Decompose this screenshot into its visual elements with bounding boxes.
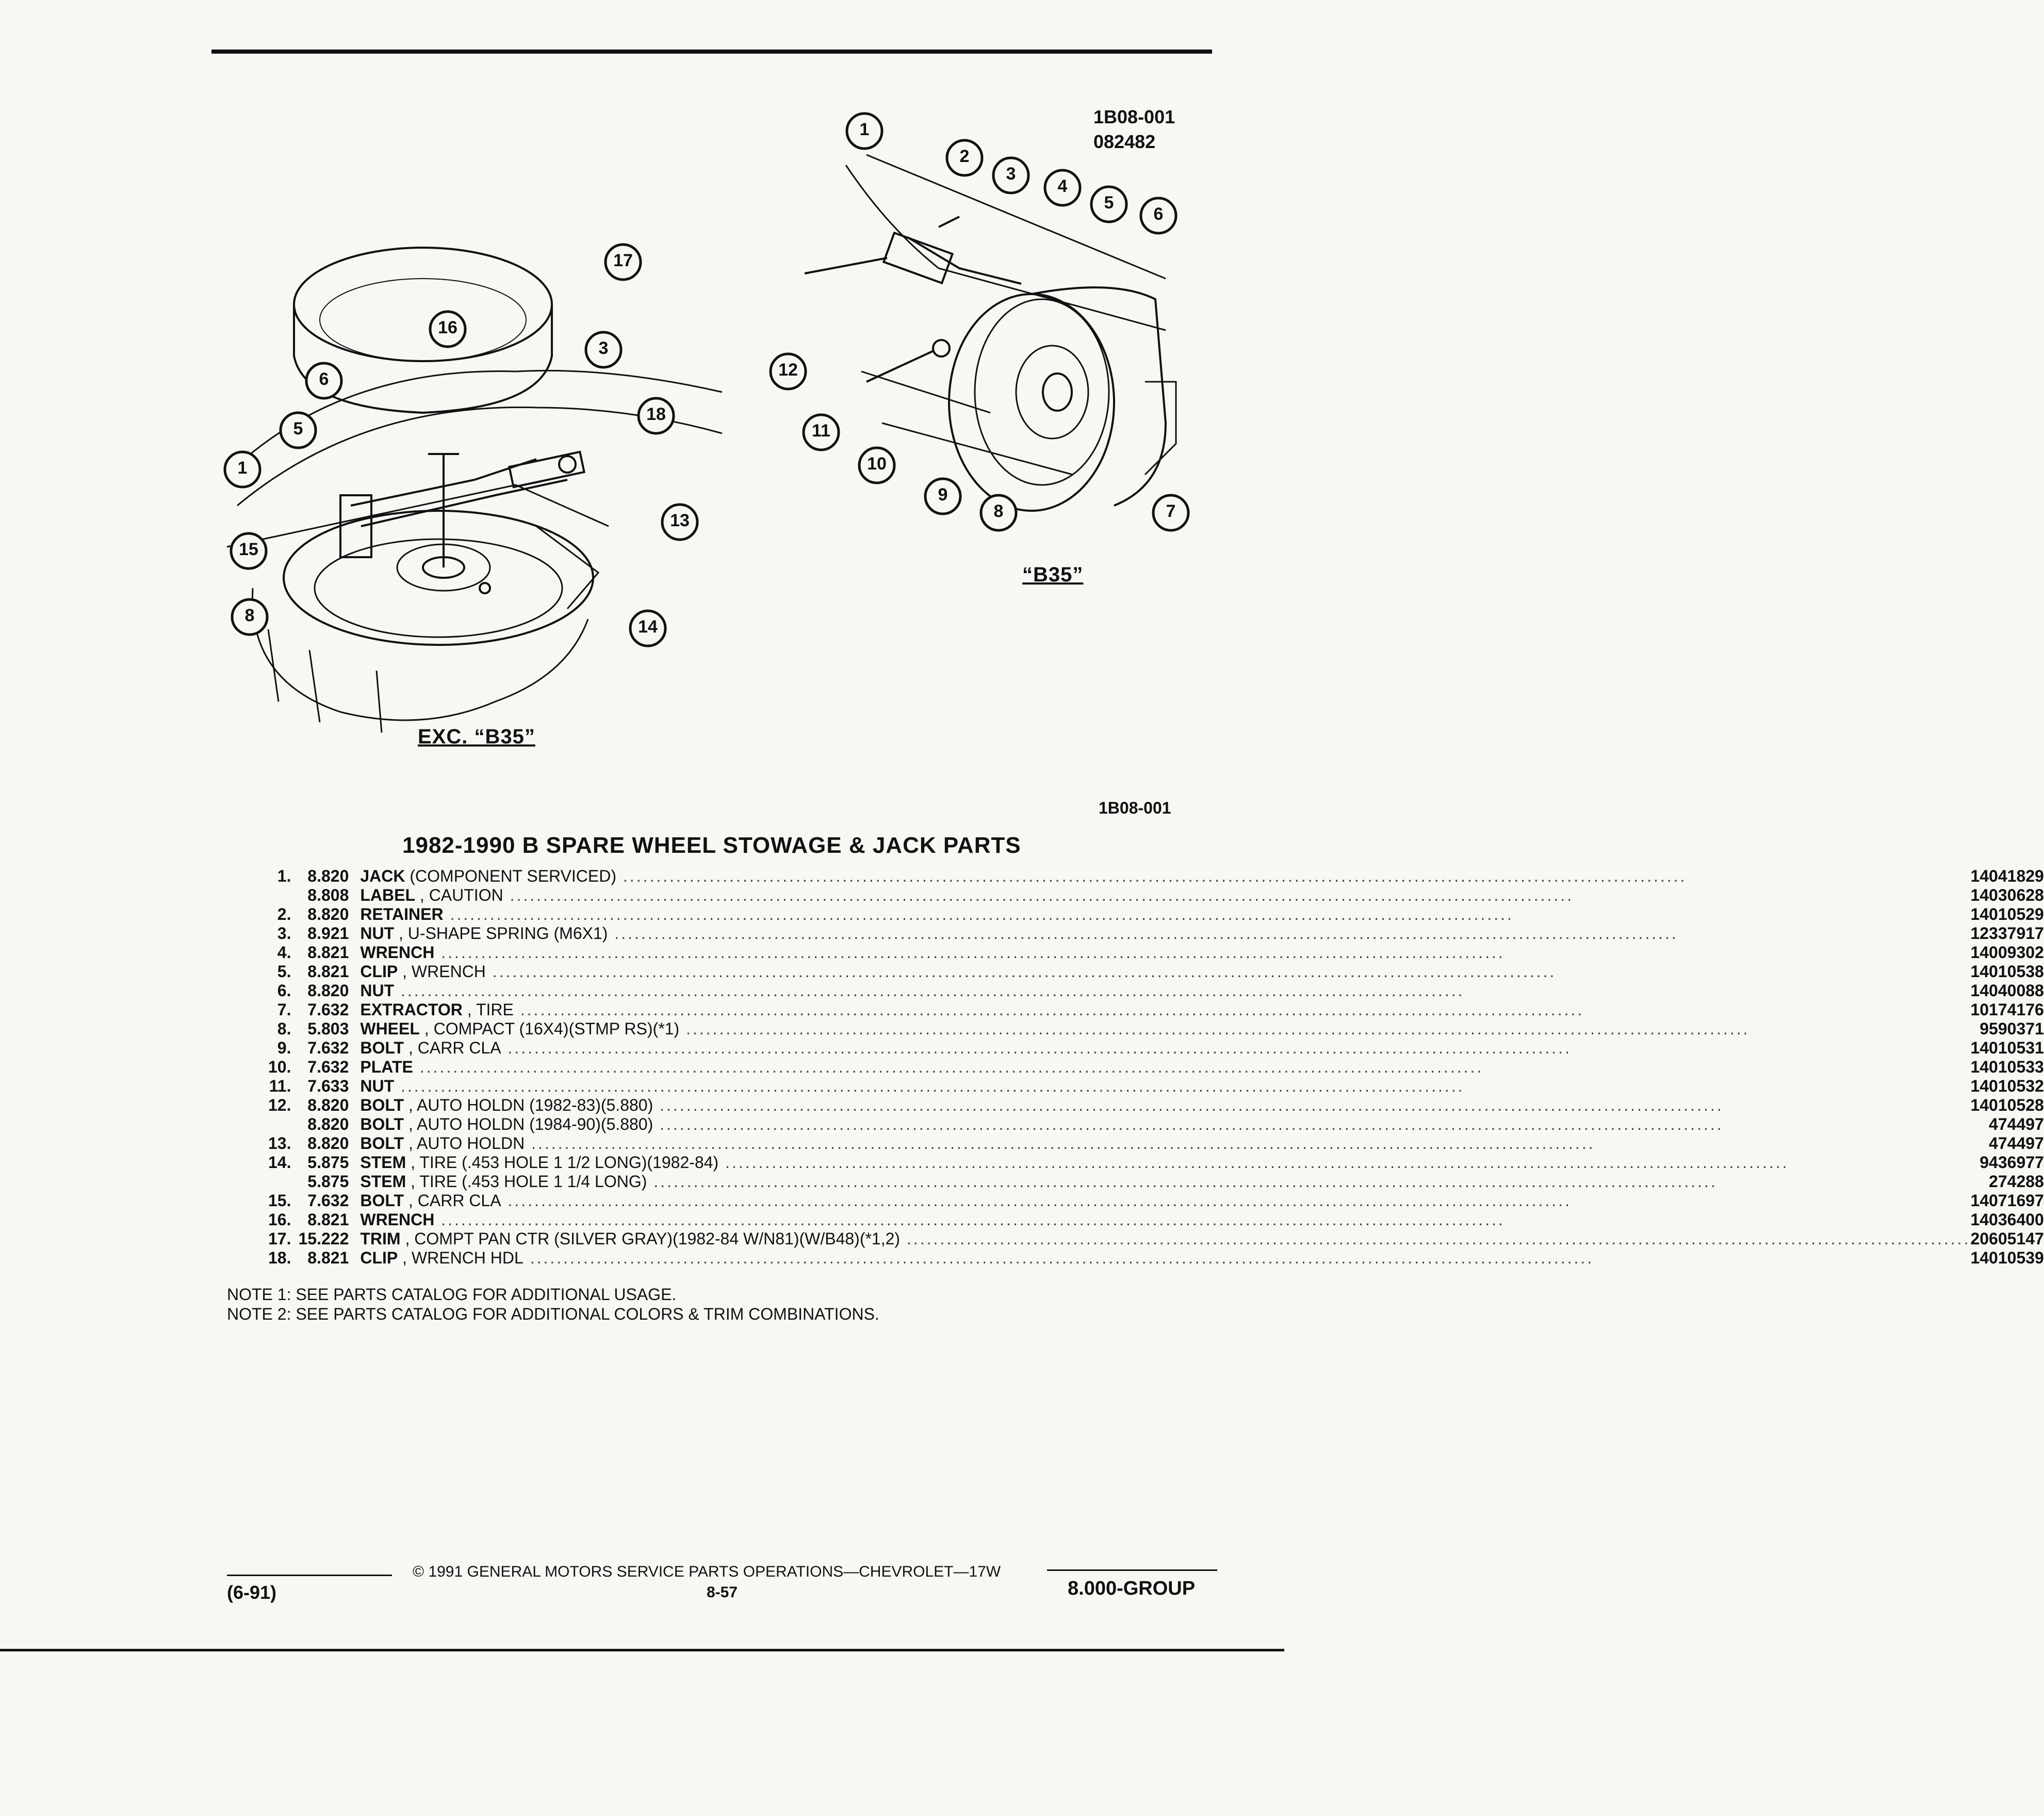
part-description [360, 1210, 1970, 1229]
part-description [360, 981, 1970, 1000]
part-description [360, 943, 1970, 962]
part-number: 14040088 [1970, 981, 2044, 1000]
part-number: 14071697 [1970, 1191, 2044, 1210]
item-number: 14. [268, 1153, 291, 1172]
group-number: 7.632 [307, 1191, 349, 1210]
callout-left-14: 14 [627, 608, 668, 652]
dot-leader: ................................................................................................................................................................ [394, 1077, 1465, 1095]
notes [227, 1285, 879, 1324]
footer-copyright: © 1991 GENERAL MOTORS SERVICE PARTS OPERATIONS—CHEVROLET—17W [413, 1563, 1001, 1580]
part-name: STEM [360, 1153, 406, 1172]
dot-leader: ................................................................................................................................................................ [503, 886, 1574, 904]
dot-leader: ................................................................................................................................................................ [501, 1191, 1572, 1210]
part-name: NUT [360, 924, 395, 943]
callout-left-15: 15 [228, 530, 269, 574]
group-number: 8.820 [307, 867, 349, 885]
part-name: BOLT [360, 1115, 404, 1133]
parts-row [268, 1134, 2044, 1153]
parts-row [268, 1172, 2044, 1191]
callout-left-13: 13 [659, 501, 700, 545]
parts-table [268, 867, 2044, 1268]
part-name: CLIP [360, 962, 398, 981]
footer-rule-right [1047, 1569, 1217, 1571]
part-name: BOLT [360, 1191, 404, 1210]
item-number: 18. [268, 1248, 291, 1267]
part-description [360, 1058, 1970, 1077]
dot-leader: ................................................................................................................................................................ [653, 1096, 1724, 1114]
part-name: NUT [360, 1077, 395, 1095]
bottom-rule [0, 1649, 1284, 1651]
left-diagram-exc-b35 [206, 237, 753, 743]
footer-page-number: 8-57 [707, 1584, 738, 1601]
callout-left-16: 16 [427, 309, 468, 352]
part-number: 10174176 [1970, 1000, 2044, 1019]
dot-leader: ................................................................................................................................................................ [679, 1019, 1750, 1038]
dot-leader: ................................................................................................................................................................ [718, 1153, 1789, 1172]
part-name: WHEEL [360, 1019, 420, 1038]
part-number: 474497 [1989, 1134, 2044, 1153]
callout-left-1: 1 [222, 449, 263, 493]
item-number: 12. [268, 1096, 291, 1114]
part-number: 14036400 [1970, 1210, 2044, 1229]
part-number: 14010531 [1970, 1039, 2044, 1057]
dot-leader: ................................................................................................................................................................ [513, 1000, 1584, 1019]
parts-row [268, 924, 2044, 943]
callout-right-1: 1 [844, 110, 885, 154]
part-name: STEM [360, 1172, 406, 1191]
parts-row [268, 1019, 2044, 1039]
item-number: 2. [277, 905, 291, 923]
dot-leader: ................................................................................................................................................................ [616, 867, 1687, 885]
parts-row [268, 886, 2044, 905]
group-number: 7.632 [307, 1000, 349, 1019]
parts-row [268, 1191, 2044, 1210]
part-number: 20605147 [1970, 1229, 2044, 1248]
item-number: 8. [277, 1019, 291, 1038]
group-number: 7.632 [307, 1039, 349, 1057]
parts-row [268, 1210, 2044, 1229]
part-description [360, 1019, 1970, 1039]
dot-leader: ................................................................................................................................................................ [485, 962, 1557, 981]
callout-right-3: 3 [990, 155, 1032, 199]
part-detail: , AUTO HOLDN (1984-90)(5.880) [404, 1115, 653, 1133]
callout-left-8: 8 [229, 596, 270, 640]
part-name: JACK [360, 867, 405, 885]
part-number: 474497 [1989, 1115, 2044, 1133]
part-description [360, 886, 1970, 905]
part-detail: , TIRE (.453 HOLE 1 1/2 LONG)(1982-84) [406, 1153, 719, 1172]
item-number [268, 1115, 298, 1134]
part-name: PLATE [360, 1058, 413, 1076]
parts-row [268, 905, 2044, 924]
item-number: 6. [277, 981, 291, 1000]
part-detail: , TIRE (.453 HOLE 1 1/4 LONG) [406, 1172, 647, 1191]
part-number: 14010539 [1970, 1248, 2044, 1267]
group-number: 8.821 [307, 1248, 349, 1267]
item-number: 7. [277, 1000, 291, 1019]
part-detail: , AUTO HOLDN [404, 1134, 525, 1153]
item-number: 16. [268, 1210, 291, 1229]
part-name: BOLT [360, 1134, 404, 1153]
part-description [360, 1115, 1970, 1134]
callout-right-4: 4 [1042, 167, 1083, 211]
part-number: 14010528 [1970, 1096, 2044, 1114]
part-number: 14041829 [1970, 867, 2044, 885]
part-name: BOLT [360, 1096, 404, 1114]
parts-row [268, 1000, 2044, 1019]
parts-row [268, 867, 2044, 886]
group-number: 7.632 [307, 1058, 349, 1076]
callout-right-2: 2 [944, 137, 985, 181]
group-number: 8.821 [307, 962, 349, 981]
group-number: 5.803 [307, 1019, 349, 1038]
group-number: 8.820 [307, 1115, 349, 1133]
part-description [360, 905, 1970, 924]
spare-wheel-drawing [284, 454, 593, 645]
part-description [360, 1039, 1970, 1058]
part-description [360, 1172, 1970, 1191]
item-number: 9. [277, 1039, 291, 1057]
part-detail: , CARR CLA [404, 1191, 501, 1210]
part-name: WRENCH [360, 943, 435, 962]
dot-leader: ................................................................................................................................................................ [501, 1039, 1572, 1057]
group-number: 8.921 [307, 924, 349, 943]
part-number: 14009302 [1970, 943, 2044, 962]
part-detail: , AUTO HOLDN (1982-83)(5.880) [404, 1096, 653, 1114]
part-detail: , TIRE [462, 1000, 514, 1019]
item-number: 15. [268, 1191, 291, 1210]
callout-right-5: 5 [1088, 184, 1130, 228]
group-number: 5.875 [307, 1153, 349, 1172]
parts-row [268, 962, 2044, 981]
part-detail: (COMPONENT SERVICED) [405, 867, 617, 885]
dot-leader: ................................................................................................................................................................ [394, 981, 1465, 1000]
group-number: 8.821 [307, 943, 349, 962]
callout-right-7: 7 [1150, 492, 1191, 536]
item-number: 1. [277, 867, 291, 885]
callout-left-17: 17 [602, 241, 644, 285]
part-number: 9590371 [1980, 1019, 2044, 1038]
callout-right-8: 8 [978, 492, 1019, 536]
group-number: 15.222 [298, 1229, 349, 1248]
parts-row [268, 981, 2044, 1000]
dot-leader: ................................................................................................................................................................ [434, 943, 1505, 962]
right-figure-caption: “B35” [1022, 563, 1084, 586]
figure-ref-top: 1B08-001 [1093, 106, 1175, 127]
part-description [360, 1000, 1970, 1019]
part-detail: , COMPT PAN CTR (SILVER GRAY)(1982-84 W/N81)(W/B48)(*1,2) [400, 1229, 901, 1248]
group-number: 8.821 [307, 1210, 349, 1229]
part-detail: , WRENCH HDL [398, 1248, 524, 1267]
dot-leader: ................................................................................................................................................................ [653, 1115, 1724, 1133]
callout-left-5: 5 [277, 410, 319, 453]
part-description [360, 1134, 1970, 1153]
part-name: WRENCH [360, 1210, 435, 1229]
parts-row [268, 1077, 2044, 1096]
part-number: 9436977 [1980, 1153, 2044, 1172]
callout-right-11: 11 [800, 412, 842, 456]
group-number: 7.633 [307, 1077, 349, 1095]
dot-leader: ................................................................................................................................................................ [443, 905, 1514, 923]
figure-ref-bottom: 1B08-001 [1099, 799, 1171, 817]
footer-group: 8.000-GROUP [1068, 1578, 1196, 1599]
jack-drawing-b35 [884, 217, 1021, 284]
parts-row [268, 943, 2044, 962]
item-number [268, 1172, 298, 1191]
part-detail: , COMPACT (16X4)(STMP RS)(*1) [419, 1019, 680, 1038]
dot-leader: ................................................................................................................................................................ [523, 1248, 1594, 1267]
callout-right-9: 9 [922, 476, 963, 520]
part-name: NUT [360, 981, 395, 1000]
parts-row [268, 1058, 2044, 1077]
part-name: TRIM [360, 1229, 401, 1248]
parts-row [268, 1248, 2044, 1268]
group-number: 8.820 [307, 905, 349, 923]
part-description [360, 1153, 1970, 1172]
part-description [360, 1191, 1970, 1210]
part-number: 14030628 [1970, 886, 2044, 904]
parts-row [268, 1096, 2044, 1115]
dot-leader: ................................................................................................................................................................ [525, 1134, 1595, 1153]
part-number: 14010529 [1970, 905, 2044, 923]
item-number [268, 886, 298, 905]
dot-leader: ................................................................................................................................................................ [434, 1210, 1505, 1229]
figure-date-code: 082482 [1093, 131, 1156, 152]
page-title: 1982-1990 B SPARE WHEEL STOWAGE & JACK PARTS [402, 833, 1021, 858]
callout-right-10: 10 [856, 445, 897, 489]
note-1: NOTE 1: SEE PARTS CATALOG FOR ADDITIONAL USAGE. [227, 1285, 677, 1304]
group-number: 5.875 [307, 1172, 349, 1191]
callout-left-6: 6 [303, 360, 345, 404]
part-description [360, 1248, 1970, 1268]
part-number: 274288 [1989, 1172, 2044, 1191]
dot-leader: ................................................................................................................................................................ [413, 1058, 1484, 1076]
part-name: EXTRACTOR [360, 1000, 463, 1019]
item-number: 3. [277, 924, 291, 943]
item-number: 17. [268, 1229, 291, 1248]
callout-right-12: 12 [767, 351, 809, 395]
group-number: 8.820 [307, 1096, 349, 1114]
group-number: 8.820 [307, 1134, 349, 1153]
group-number: 8.808 [307, 886, 349, 904]
top-rule [211, 50, 1212, 54]
parts-row [268, 1229, 2044, 1248]
part-detail: , CARR CLA [404, 1039, 501, 1057]
part-name: BOLT [360, 1039, 404, 1057]
part-description [360, 1229, 1970, 1248]
part-number: 14010538 [1970, 962, 2044, 981]
part-description [360, 867, 1970, 886]
item-number: 4. [277, 943, 291, 962]
part-description [360, 924, 1970, 943]
parts-row [268, 1115, 2044, 1134]
part-name: RETAINER [360, 905, 444, 923]
part-description [360, 962, 1970, 981]
part-detail: , U-SHAPE SPRING (M6X1) [394, 924, 608, 943]
callout-right-6: 6 [1138, 195, 1179, 239]
item-number: 10. [268, 1058, 291, 1076]
part-number: 14010533 [1970, 1058, 2044, 1076]
jack-drawing [340, 452, 584, 557]
part-description [360, 1077, 1970, 1096]
group-number: 8.820 [307, 981, 349, 1000]
part-detail: , WRENCH [398, 962, 486, 981]
callout-left-3: 3 [583, 329, 624, 373]
item-number: 5. [277, 962, 291, 981]
callout-left-18: 18 [635, 395, 677, 439]
part-name: LABEL [360, 886, 416, 904]
part-name: CLIP [360, 1248, 398, 1267]
parts-row [268, 1153, 2044, 1172]
dot-leader: ................................................................................................................................................................ [647, 1172, 1718, 1191]
footer-date: (6-91) [227, 1582, 277, 1603]
parts-row [268, 1039, 2044, 1058]
part-description [360, 1096, 1970, 1115]
dot-leader: ................................................................................................................................................................ [608, 924, 1678, 943]
part-number: 12337917 [1970, 924, 2044, 943]
footer-rule-left [227, 1575, 392, 1576]
item-number: 13. [268, 1134, 291, 1153]
part-number: 14010532 [1970, 1077, 2044, 1095]
item-number: 11. [269, 1077, 291, 1095]
dot-leader: ................................................................................................................................................................ [900, 1229, 1971, 1248]
note-2: NOTE 2: SEE PARTS CATALOG FOR ADDITIONAL COLORS & TRIM COMBINATIONS. [227, 1305, 879, 1323]
left-figure-caption: EXC. “B35” [418, 725, 535, 748]
part-detail: , CAUTION [415, 886, 503, 904]
